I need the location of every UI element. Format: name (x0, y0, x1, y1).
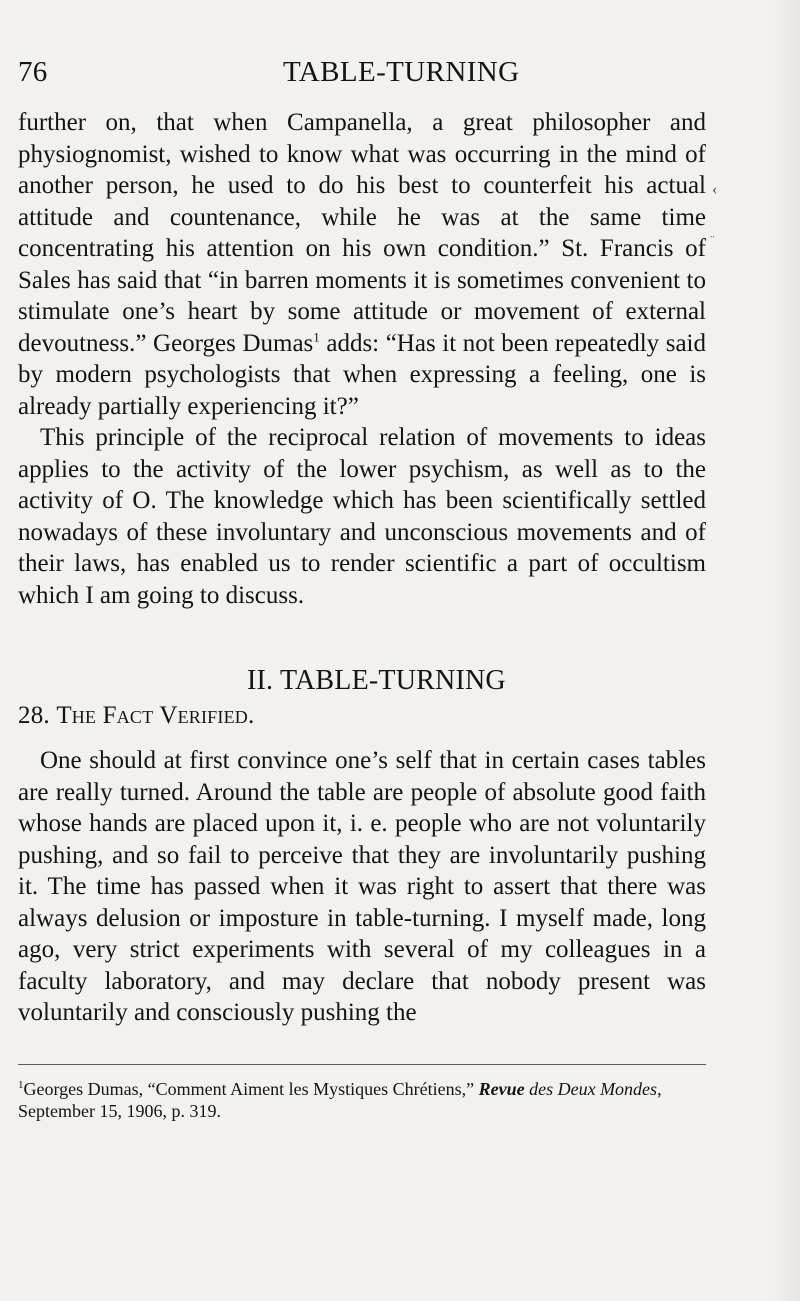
subheading-title: The Fact Verified. (56, 702, 255, 729)
footnote-text: Georges Dumas, “Comment Aiment les Mystiques Chrétiens,” (23, 1079, 479, 1099)
margin-tick: ¨ (710, 234, 715, 249)
footnote-text-end: , September 15, 1906, p. 319. (18, 1079, 662, 1121)
footnote-journal-b: des Deux Mondes (529, 1079, 658, 1099)
body-text-top (18, 107, 706, 611)
paragraph-3: One should at first convince one’s self that in certain cases tables are really turned. Around the table are people of absolute good faith whose hands are placed upon it, i. e. people who are not voluntarily pushing, and so fail to perceive that they are involuntarily pushing it. The time has passed when it was right to assert that there was always delusion or imposture in table-turning. I myself made, long ago, very strict experiments with several of my colleagues in a faculty laboratory, and may declare that nobody present was voluntarily and consciously pushing the (18, 747, 706, 1026)
subheading-number: 28. (18, 702, 50, 729)
footnote-journal-a: Revue (478, 1079, 525, 1099)
body-text-bottom (18, 745, 706, 1029)
paragraph-1 (18, 107, 706, 422)
paragraph-2: This principle of the reciprocal relation of movements to ideas applies to the activity of the lower psychism, as well as to the activity of O. The knowledge which has been scientifically settled nowadays of these involuntary and unconscious movements and of their laws, has enabled us to render scientific a part of occultism which I am going to discuss. (18, 424, 706, 609)
margin-mark: ‹ (712, 181, 718, 198)
running-title: TABLE-TURNING (283, 56, 520, 88)
footnote-marker: 1 (18, 1079, 24, 1091)
page-number: 76 (18, 56, 48, 88)
section-heading: II. TABLE-TURNING (247, 665, 506, 696)
footnote (18, 1078, 706, 1122)
subheading (18, 702, 254, 730)
page-edge-shadow (772, 0, 800, 1301)
paragraph-1-text-b: adds: “Has it not been repeatedly said by modern psychologists that when expressing a feeling, one is already partially experiencing it?” (18, 329, 706, 420)
footnote-divider (18, 1064, 706, 1065)
footnote-reference: 1 (313, 329, 320, 345)
paragraph-1-text-a: further on, that when Campanella, a great philosopher and physiognomist, wished to know what was occurring in the mind of another person, he used to do his best to counterfeit his actual attitude and countenance, while he was at the same time concentrating his attention on his own condition.” St. Francis of Sales has said that “in barren moments it is sometimes convenient to stimulate one’s heart by some attitude or movement of external devoutness.” Georges Dumas (18, 109, 706, 357)
